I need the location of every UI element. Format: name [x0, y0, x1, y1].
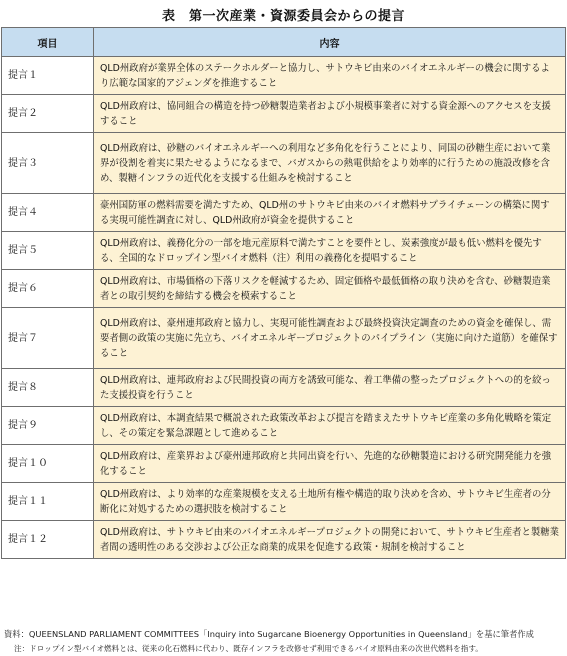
table-row — [2, 445, 566, 483]
table-row — [2, 57, 566, 95]
table-row — [2, 232, 566, 270]
table-row — [2, 270, 566, 308]
row-label: 提言４ — [2, 194, 94, 232]
row-content: QLD州政府は、連邦政府および民間投資の両方を誘致可能な、着工準備の整ったプロジェクトへの的を絞った支援投資を行うこと — [94, 369, 566, 407]
footnote: 注：ドロップイン型バイオ燃料とは、従来の化石燃料に代わり、既存インフラを改修せず利用できるバイオ原料由来の次世代燃料を指す。 — [14, 644, 483, 653]
row-content: QLD州政府は、より効率的な産業規模を支える土地所有権や構造的取り決めを含め、サトウキビ生産者の分断化に対処するための選択肢を検討すること — [94, 483, 566, 521]
row-content: QLD州政府は、協同組合の構造を持つ砂糖製造業者および小規模事業者に対する資金源へのアクセスを支援すること — [94, 95, 566, 133]
row-label: 提言２ — [2, 95, 94, 133]
source-note: 資料：QUEENSLAND PARLIAMENT COMMITTEES「Inquiry into Sugarcane Bioenergy Opportunities in Queensland」を基に筆者作成 — [4, 629, 534, 639]
recommendations-table — [1, 27, 566, 559]
table-row — [2, 194, 566, 232]
table-row — [2, 308, 566, 369]
row-content: QLD州政府は、豪州連邦政府と協力し、実現可能性調査および最終投資決定調査のための資金を確保し、需要者側の政策の実施に先立ち、バイオエネルギープロジェクトのパイプライン（実施に向けた道筋）を確保すること — [94, 308, 566, 369]
table-row — [2, 369, 566, 407]
row-content: QLD州政府は、産業界および豪州連邦政府と共同出資を行い、先進的な砂糖製造における研究開発能力を強化すること — [94, 445, 566, 483]
table-header-row — [2, 28, 566, 57]
header-content: 内容 — [94, 28, 566, 57]
table-row — [2, 483, 566, 521]
row-label: 提言８ — [2, 369, 94, 407]
row-content: QLD州政府は、砂糖のバイオエネルギーへの利用など多角化を行うことにより、同国の砂糖生産において業界が役割を着実に果たせるようになるまで、バガスからの熱電供給をより効率的に行うための施設改修を含め、製糖インフラの近代化を支援する仕組みを検討すること — [94, 133, 566, 194]
row-label: 提言７ — [2, 308, 94, 369]
table-row — [2, 133, 566, 194]
table-row — [2, 521, 566, 559]
row-label: 提言１０ — [2, 445, 94, 483]
row-label: 提言９ — [2, 407, 94, 445]
row-label: 提言６ — [2, 270, 94, 308]
table-row — [2, 95, 566, 133]
row-content: QLD州政府が業界全体のステークホルダーと協力し、サトウキビ由来のバイオエネルギーの機会に関するより広範な国家的アジェンダを推進すること — [94, 57, 566, 95]
row-content: QLD州政府は、市場価格の下落リスクを軽減するため、固定価格や最低価格の取り決めを含む、砂糖製造業者との取引契約を締結する機会を模索すること — [94, 270, 566, 308]
row-content: 豪州国防軍の燃料需要を満たすため、QLD州のサトウキビ由来のバイオ燃料サプライチェーンの構築に関する実現可能性調査に対し、QLD州政府が資金を提供すること — [94, 194, 566, 232]
row-label: 提言１ — [2, 57, 94, 95]
header-item: 項目 — [2, 28, 94, 57]
row-label: 提言１２ — [2, 521, 94, 559]
page-title: 表 第一次産業・資源委員会からの提言 — [161, 9, 405, 24]
row-label: 提言５ — [2, 232, 94, 270]
row-label: 提言３ — [2, 133, 94, 194]
table-row — [2, 407, 566, 445]
row-content: QLD州政府は、義務化分の一部を地元産原料で満たすことを要件とし、炭素強度が最も低い燃料を優先する、全国的なドロップイン型バイオ燃料（注）利用の義務化を提唱すること — [94, 232, 566, 270]
row-content: QLD州政府は、本調査結果で概説された政策改革および提言を踏まえたサトウキビ産業の多角化戦略を策定し、その策定を緊急課題として進めること — [94, 407, 566, 445]
row-label: 提言１１ — [2, 483, 94, 521]
row-content: QLD州政府は、サトウキビ由来のバイオエネルギープロジェクトの開発において、サトウキビ生産者と製糖業者間の透明性のある交渉および公正な商業的成果を促進する政策・規制を検討すること — [94, 521, 566, 559]
